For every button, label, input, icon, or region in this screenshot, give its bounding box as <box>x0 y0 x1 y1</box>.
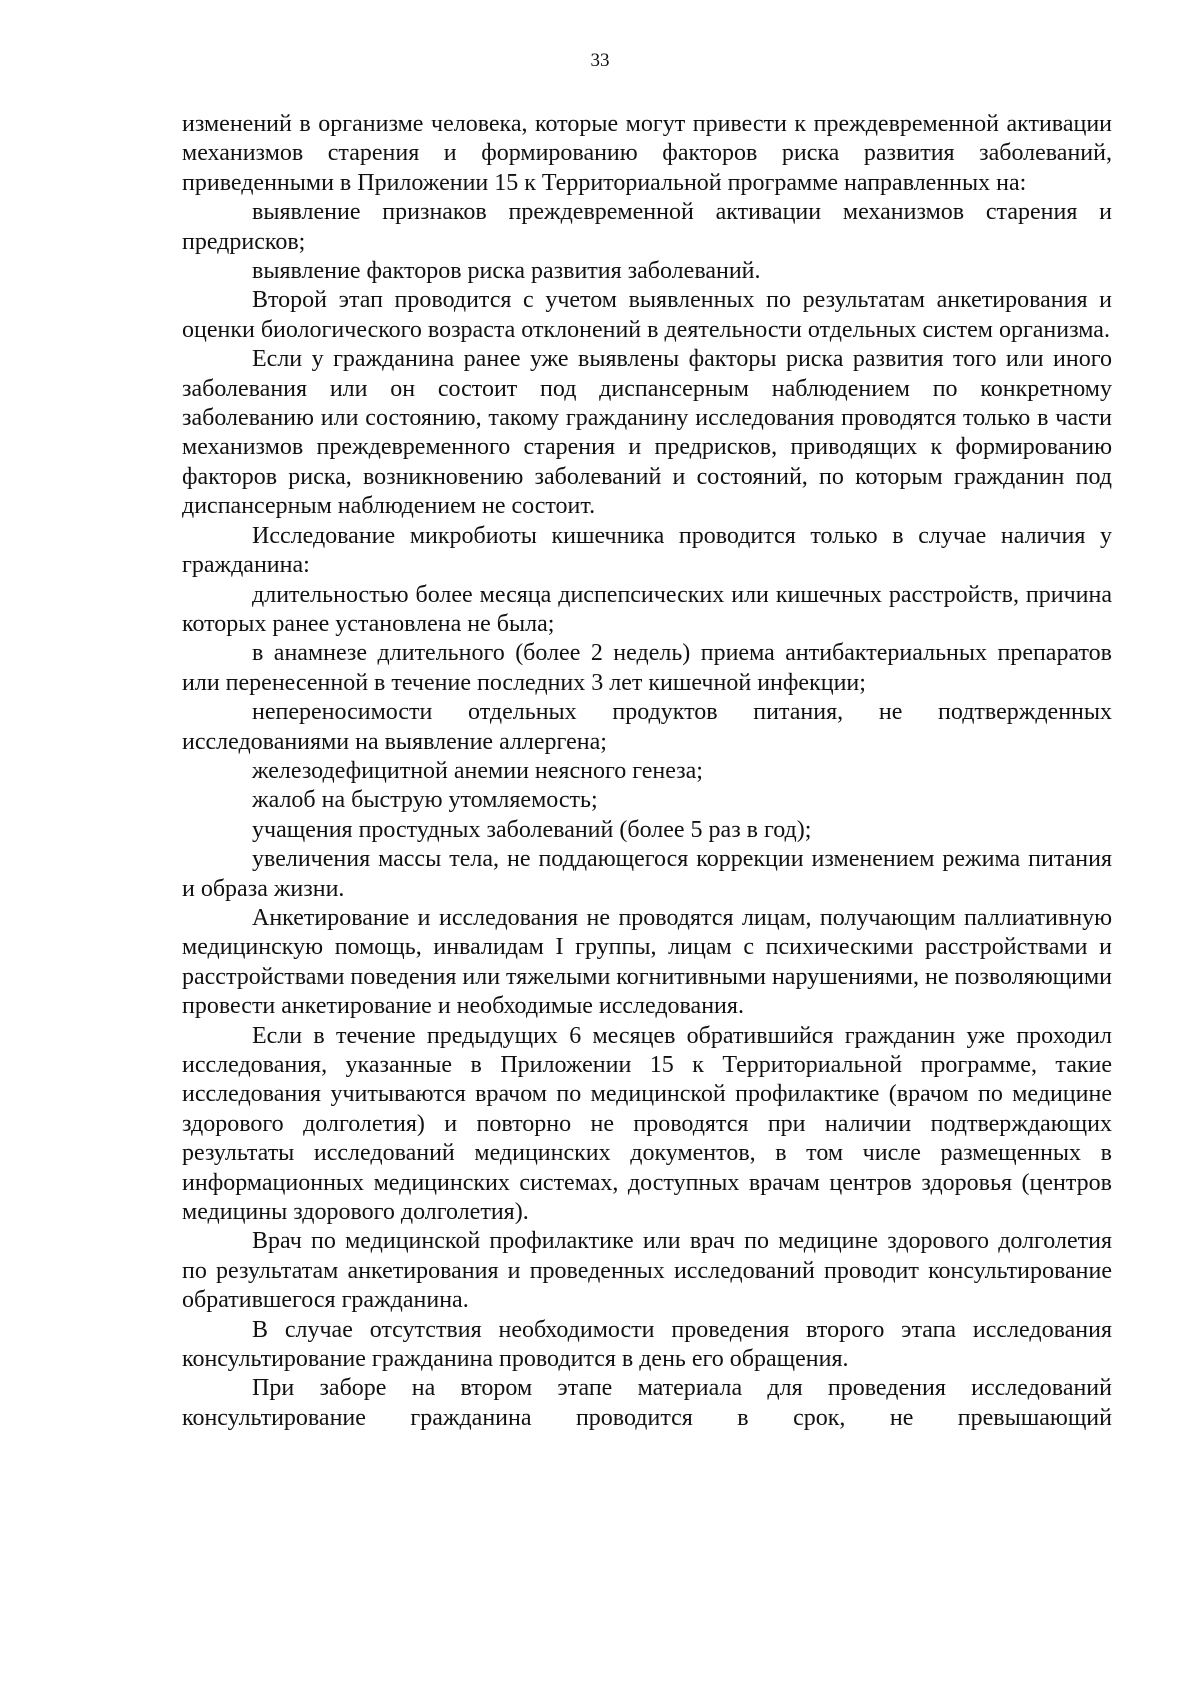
paragraph: учащения простудных заболеваний (более 5 раз в год); <box>252 816 812 843</box>
paragraph: В случае отсутствия необходимости проведения второго этапа исследования консультирование гражданина проводится в день его обращения. <box>182 1316 1112 1373</box>
paragraph: Исследование микробиоты кишечника проводится только в случае наличия у гражданина: <box>182 522 1112 579</box>
page-number: 33 <box>590 50 610 71</box>
document-body <box>182 110 1112 1433</box>
paragraph: Если в течение предыдущих 6 месяцев обратившийся гражданин уже проходил исследования, указанные в Приложении 15 к Территориальной программе, такие исследования учитываются врачом по медицинской профилактике (врачом по медицине здорового долголетия) и повторно не проводятся при наличии подтверждающих результаты исследований медицинских документов, в том числе размещенных в информационных медицинских системах, доступных врачам центров здоровья (центров медицины здорового долголетия). <box>182 1022 1112 1226</box>
paragraph: жалоб на быструю утомляемость; <box>252 787 598 814</box>
paragraph: в анамнезе длительного (более 2 недель) приема антибактериальных препаратов или перенесенной в течение последних 3 лет кишечной инфекции; <box>182 640 1112 696</box>
paragraph: выявление признаков преждевременной активации механизмов старения и предрисков; <box>182 199 1112 255</box>
paragraph: Анкетирование и исследования не проводятся лицам, получающим паллиативную медицинскую помощь, инвалидам I группы, лицам с психическими расстройствами и расстройствами поведения или тяжелыми когнитивными нарушениями, не позволяющими провести анкетирование и необходимые исследования. <box>182 904 1112 1020</box>
paragraph: длительностью более месяца диспепсических или кишечных расстройств, причина которых ранее установлена не была; <box>182 581 1112 637</box>
paragraph: Врач по медицинской профилактике или врач по медицине здорового долголетия по результатам анкетирования и проведенных исследований проводит консультирование обратившегося гражданина. <box>182 1228 1112 1314</box>
paragraph: Второй этап проводится с учетом выявленных по результатам анкетирования и оценки биологического возраста отклонений в деятельности отдельных систем организма. <box>182 287 1112 343</box>
paragraph: изменений в организме человека, которые могут привести к преждевременной активации механизмов старения и формированию факторов риска развития заболеваний, приведенными в Приложении 15 к Территориальной программе направленных на: <box>182 111 1112 196</box>
paragraph: увеличения массы тела, не поддающегося коррекции изменением режима питания и образа жизни. <box>182 846 1112 902</box>
paragraph: железодефицитной анемии неясного генеза; <box>252 757 703 784</box>
paragraph: Если у гражданина ранее уже выявлены факторы риска развития того или иного заболевания или он состоит под диспансерным наблюдением по конкретному заболеванию или состоянию, такому гражданину исследования проводятся только в части механизмов преждевременного старения и предрисков, приводящих к формированию факторов риска, возникновению заболеваний и состояний, по которым гражданин под диспансерным наблюдением не состоит. <box>182 346 1112 520</box>
paragraph: выявление факторов риска развития заболеваний. <box>252 258 761 285</box>
paragraph: непереносимости отдельных продуктов питания, не подтвержденных исследованиями на выявление аллергена; <box>182 699 1112 755</box>
paragraph: При заборе на втором этапе материала для проведения исследований консультирование гражданина проводится в срок, не превышающий <box>182 1375 1112 1431</box>
